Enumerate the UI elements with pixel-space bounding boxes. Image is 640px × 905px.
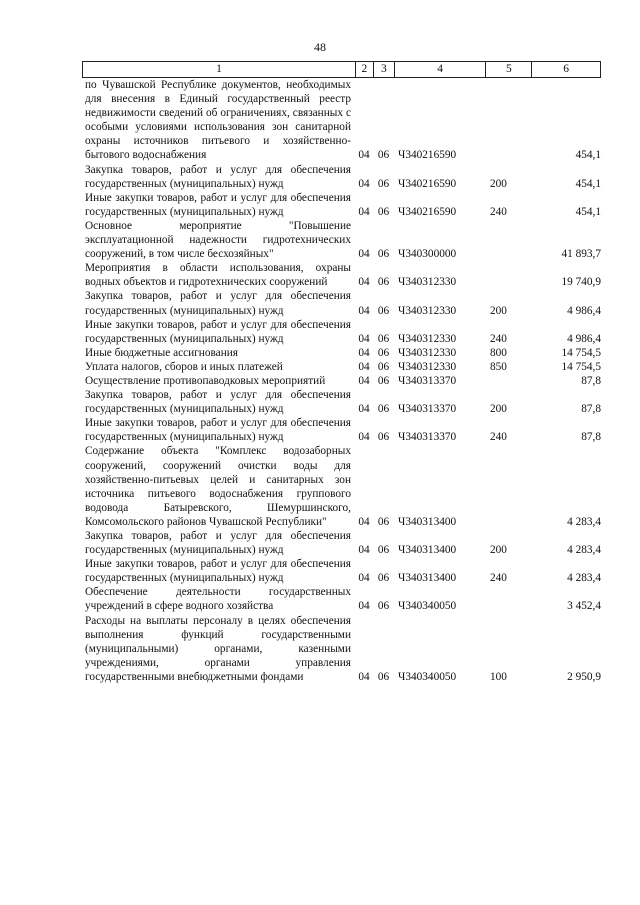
row-name: по Чувашской Республике документов, необходимых для внесения в Единый государственный реестр недвижимости сведений об ограничениях, связанных с особыми условиями использования зон санитарной охраны источников питьевого и хозяйственно-бытового водоснабжения xyxy=(85,79,351,162)
row-target-article: Ч340216590 xyxy=(398,149,457,162)
row-name: Закупка товаров, работ и услуг для обеспечения государственных (муниципальных) нужд xyxy=(85,389,351,416)
row-target-article: Ч340216590 xyxy=(398,177,457,190)
row-expense-type: 200 xyxy=(490,544,507,557)
row-expense-type: 100 xyxy=(490,670,507,683)
row-name: Уплата налогов, сборов и иных платежей xyxy=(85,360,283,373)
header-col-1: 1 xyxy=(216,63,222,75)
row-amount: 3 452,4 xyxy=(567,600,601,613)
row-amount: 2 950,9 xyxy=(567,670,601,683)
row-target-article: Ч340312330 xyxy=(398,332,457,345)
row-section: 04 xyxy=(358,248,370,261)
row-target-article: Ч340312330 xyxy=(398,346,457,359)
table-row xyxy=(82,529,601,557)
header-col-4: 4 xyxy=(394,62,486,77)
row-section: 04 xyxy=(358,205,370,218)
row-name: Закупка товаров, работ и услуг для обеспечения государственных (муниципальных) нужд xyxy=(85,530,351,557)
table-row xyxy=(82,585,601,613)
row-name: Мероприятия в области использования, охраны водных объектов и гидротехнических сооружений xyxy=(85,262,351,289)
row-subsection: 06 xyxy=(377,670,390,683)
row-subsection: 06 xyxy=(377,515,390,528)
row-expense-type: 850 xyxy=(490,360,507,373)
row-name: Содержание объекта "Комплекс водозаборных сооружений, сооружений очистки воды для хозяйственно-питьевых целей и санитарных зон источника питьевого водоснабжения группового водовода Батыревского, Шемуршинского, Комсомольского районов Чувашской Республики" xyxy=(85,445,351,528)
row-section: 04 xyxy=(358,544,370,557)
row-target-article: Ч340312330 xyxy=(398,360,457,373)
row-subsection: 06 xyxy=(377,205,390,218)
row-target-article: Ч340340050 xyxy=(398,670,457,683)
row-subsection: 06 xyxy=(377,149,390,162)
table-row xyxy=(82,374,601,388)
row-target-article: Ч340313400 xyxy=(398,515,457,528)
row-name: Расходы на выплаты персоналу в целях обеспечения выполнения функций государственными (муниципальными) органами, казенными учреждениями, органами управления государственными внебюджетными фондами xyxy=(85,614,351,683)
row-expense-type: 240 xyxy=(490,572,507,585)
row-name: Обеспечение деятельности государственных учреждений в сфере водного хозяйства xyxy=(85,586,351,613)
page-number: 48 xyxy=(314,40,326,54)
row-name: Основное мероприятие "Повышение эксплуатационной надежности гидротехнических сооружений, в том числе бесхозяйных" xyxy=(85,219,351,261)
row-name: Закупка товаров, работ и услуг для обеспечения государственных (муниципальных) нужд xyxy=(85,163,351,190)
row-amount: 4 283,4 xyxy=(567,515,601,528)
table-row xyxy=(82,289,601,317)
row-subsection: 06 xyxy=(377,346,390,359)
table-header xyxy=(82,61,601,78)
row-name: Иные закупки товаров, работ и услуг для обеспечения государственных (муниципальных) нужд xyxy=(85,318,351,345)
row-amount: 14 754,5 xyxy=(561,360,601,373)
header-col-3: 3 xyxy=(373,62,394,77)
table-row xyxy=(82,388,601,416)
row-target-article: Ч340313400 xyxy=(398,572,457,585)
table-row xyxy=(82,219,601,261)
row-section: 04 xyxy=(358,515,370,528)
row-amount: 4 283,4 xyxy=(567,572,601,585)
row-section: 04 xyxy=(358,149,370,162)
table-row xyxy=(82,318,601,346)
row-subsection: 06 xyxy=(377,600,390,613)
row-name: Осуществление противопаводковых мероприятий xyxy=(85,374,326,387)
table-row xyxy=(82,444,601,529)
row-expense-type: 240 xyxy=(490,431,507,444)
row-section: 04 xyxy=(358,360,370,373)
row-target-article: Ч340300000 xyxy=(398,248,457,261)
row-name: Иные закупки товаров, работ и услуг для обеспечения государственных (муниципальных) нужд xyxy=(85,558,351,585)
row-section: 04 xyxy=(358,332,370,345)
row-amount: 4 986,4 xyxy=(567,304,601,317)
row-amount: 87,8 xyxy=(581,403,601,416)
row-name: Иные закупки товаров, работ и услуг для обеспечения государственных (муниципальных) нужд xyxy=(85,417,351,444)
row-target-article: Ч340340050 xyxy=(398,600,457,613)
row-expense-type: 800 xyxy=(490,346,507,359)
row-target-article: Ч340313370 xyxy=(398,374,457,387)
header-col-5: 5 xyxy=(485,62,531,77)
row-amount: 4 986,4 xyxy=(567,332,601,345)
row-section: 04 xyxy=(358,572,370,585)
row-amount: 4 283,4 xyxy=(567,544,601,557)
row-subsection: 06 xyxy=(377,403,390,416)
row-section: 04 xyxy=(358,670,370,683)
table-row xyxy=(82,163,601,191)
row-section: 04 xyxy=(358,304,370,317)
table-row xyxy=(82,261,601,289)
row-section: 04 xyxy=(358,346,370,359)
table-row xyxy=(82,557,601,585)
table-row xyxy=(82,416,601,444)
row-name: Закупка товаров, работ и услуг для обеспечения государственных (муниципальных) нужд xyxy=(85,290,351,317)
row-target-article: Ч340216590 xyxy=(398,205,457,218)
row-expense-type: 200 xyxy=(490,304,507,317)
table-row xyxy=(82,360,601,374)
row-target-article: Ч340312330 xyxy=(398,304,457,317)
table-row xyxy=(82,191,601,219)
row-expense-type: 200 xyxy=(490,177,507,190)
row-subsection: 06 xyxy=(377,177,390,190)
row-subsection: 06 xyxy=(377,276,390,289)
row-subsection: 06 xyxy=(377,431,390,444)
row-target-article: Ч340313400 xyxy=(398,544,457,557)
row-subsection: 06 xyxy=(377,544,390,557)
row-name: Иные закупки товаров, работ и услуг для обеспечения государственных (муниципальных) нужд xyxy=(85,191,351,218)
header-col-6: 6 xyxy=(531,62,600,77)
row-target-article: Ч340313370 xyxy=(398,403,457,416)
row-subsection: 06 xyxy=(377,248,390,261)
row-expense-type: 240 xyxy=(490,332,507,345)
row-section: 04 xyxy=(358,403,370,416)
row-subsection: 06 xyxy=(377,304,390,317)
row-amount: 41 893,7 xyxy=(561,248,601,261)
header-col-2: 2 xyxy=(355,62,373,77)
row-amount: 19 740,9 xyxy=(561,276,601,289)
table-row xyxy=(82,346,601,360)
row-amount: 454,1 xyxy=(575,177,601,190)
table-row xyxy=(82,78,601,163)
row-section: 04 xyxy=(358,600,370,613)
row-target-article: Ч340313370 xyxy=(398,431,457,444)
row-expense-type: 240 xyxy=(490,205,507,218)
table-body xyxy=(82,78,601,684)
row-amount: 454,1 xyxy=(575,205,601,218)
row-section: 04 xyxy=(358,431,370,444)
row-subsection: 06 xyxy=(377,374,390,387)
row-amount: 14 754,5 xyxy=(561,346,601,359)
row-amount: 87,8 xyxy=(581,431,601,444)
table-row xyxy=(82,614,601,684)
budget-table xyxy=(82,61,601,684)
row-section: 04 xyxy=(358,374,370,387)
row-section: 04 xyxy=(358,276,370,289)
row-subsection: 06 xyxy=(377,332,390,345)
row-amount: 87,8 xyxy=(581,374,601,387)
row-expense-type: 200 xyxy=(490,403,507,416)
row-section: 04 xyxy=(358,177,370,190)
row-amount: 454,1 xyxy=(575,149,601,162)
row-target-article: Ч340312330 xyxy=(398,276,457,289)
row-name: Иные бюджетные ассигнования xyxy=(85,346,238,359)
row-subsection: 06 xyxy=(377,572,390,585)
row-subsection: 06 xyxy=(377,360,390,373)
